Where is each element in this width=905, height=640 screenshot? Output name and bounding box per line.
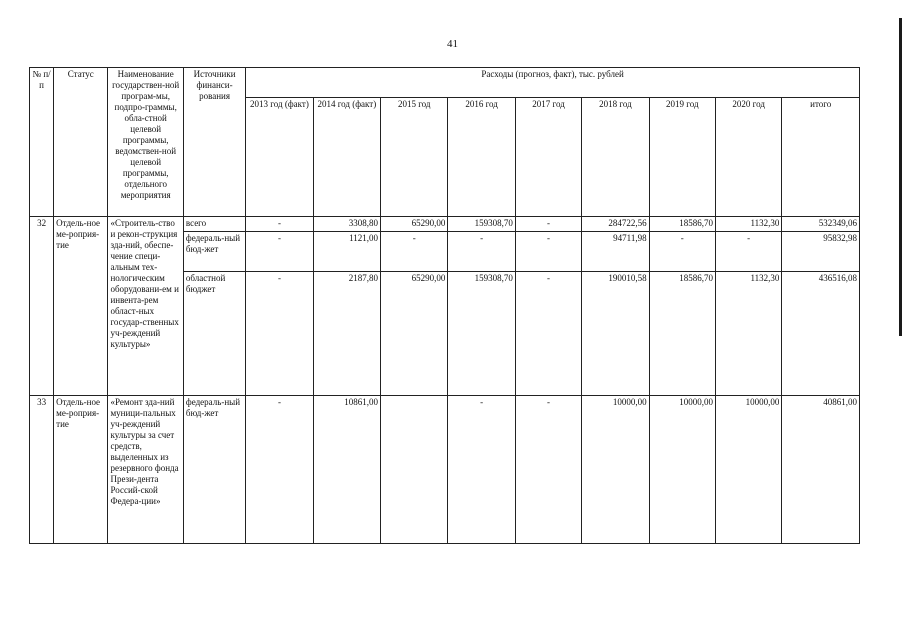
row-num: 32: [30, 217, 54, 396]
row-source: областной бюджет: [183, 272, 245, 396]
value-cell: 190010,58: [582, 272, 649, 396]
value-cell: 1132,30: [715, 272, 781, 396]
table-row: [30, 396, 860, 544]
value-cell: 1121,00: [313, 232, 380, 272]
value-cell: -: [515, 396, 581, 544]
row-source: федераль-ный бюд-жет: [183, 232, 245, 272]
header-year-2015: 2015 год: [381, 98, 448, 217]
value-cell: 159308,70: [448, 272, 515, 396]
value-cell: 284722,56: [582, 217, 649, 232]
value-cell: 2187,80: [313, 272, 380, 396]
value-cell: -: [515, 232, 581, 272]
page-edge-mark: [899, 18, 902, 336]
header-name: Наименование государствен-ной програм-мы, подпро-граммы, обла-стной целевой программы, ведомствен-ной целевой программы, отдельного мероприятия: [108, 68, 183, 217]
value-cell: 10861,00: [313, 396, 380, 544]
table-row: [30, 217, 860, 232]
value-cell: 65290,00: [381, 217, 448, 232]
header-expenses: Расходы (прогноз, факт), тыс. рублей: [246, 68, 860, 98]
value-cell: 159308,70: [448, 217, 515, 232]
value-cell: 10000,00: [582, 396, 649, 544]
value-cell: 95832,98: [782, 232, 860, 272]
header-status: Статус: [54, 68, 108, 217]
value-cell: -: [246, 232, 313, 272]
value-cell: 10000,00: [649, 396, 715, 544]
row-name: «Строитель-ство и рекон-струкция зда-ний, обеспе-чение специ-альным тех-нологическим оборудовани-ем и инвента-рем област-ных государ-ственных уч-реждений культуры»: [108, 217, 183, 396]
header-year-2019: 2019 год: [649, 98, 715, 217]
header-year-2014: 2014 год (факт): [313, 98, 380, 217]
header-year-2018: 2018 год: [582, 98, 649, 217]
value-cell: 94711,98: [582, 232, 649, 272]
value-cell: 65290,00: [381, 272, 448, 396]
value-cell: 18586,70: [649, 272, 715, 396]
header-row: [30, 68, 860, 98]
value-cell: -: [246, 272, 313, 396]
page-number: 41: [447, 38, 458, 50]
header-year-2020: 2020 год: [715, 98, 781, 217]
value-cell: -: [246, 396, 313, 544]
value-cell: -: [515, 217, 581, 232]
value-cell: 532349,06: [782, 217, 860, 232]
row-num: 33: [30, 396, 54, 544]
value-cell: -: [649, 232, 715, 272]
value-cell: -: [246, 217, 313, 232]
value-cell: 3308,80: [313, 217, 380, 232]
value-cell: 436516,08: [782, 272, 860, 396]
value-cell: -: [448, 396, 515, 544]
header-total: итого: [782, 98, 860, 217]
value-cell: -: [448, 232, 515, 272]
row-status: Отдель-ное ме-роприя-тие: [54, 217, 108, 396]
header-year-2016: 2016 год: [448, 98, 515, 217]
value-cell: -: [715, 232, 781, 272]
value-cell: [381, 396, 448, 544]
row-source: всего: [183, 217, 245, 232]
row-name: «Ремонт зда-ний муници-пальных уч-реждений культуры за счет средств, выделенных из резервного фонда Прези-дента Россий-ской Федера-ции»: [108, 396, 183, 544]
value-cell: 40861,00: [782, 396, 860, 544]
header-year-2013: 2013 год (факт): [246, 98, 313, 217]
value-cell: -: [515, 272, 581, 396]
value-cell: -: [381, 232, 448, 272]
value-cell: 1132,30: [715, 217, 781, 232]
row-status: Отдель-ное ме-роприя-тие: [54, 396, 108, 544]
value-cell: 10000,00: [715, 396, 781, 544]
header-num: № п/п: [30, 68, 54, 217]
row-source: федераль-ный бюд-жет: [183, 396, 245, 544]
value-cell: 18586,70: [649, 217, 715, 232]
header-sources: Источники финанси-рования: [183, 68, 245, 217]
expenses-table: [29, 67, 860, 544]
header-year-2017: 2017 год: [515, 98, 581, 217]
